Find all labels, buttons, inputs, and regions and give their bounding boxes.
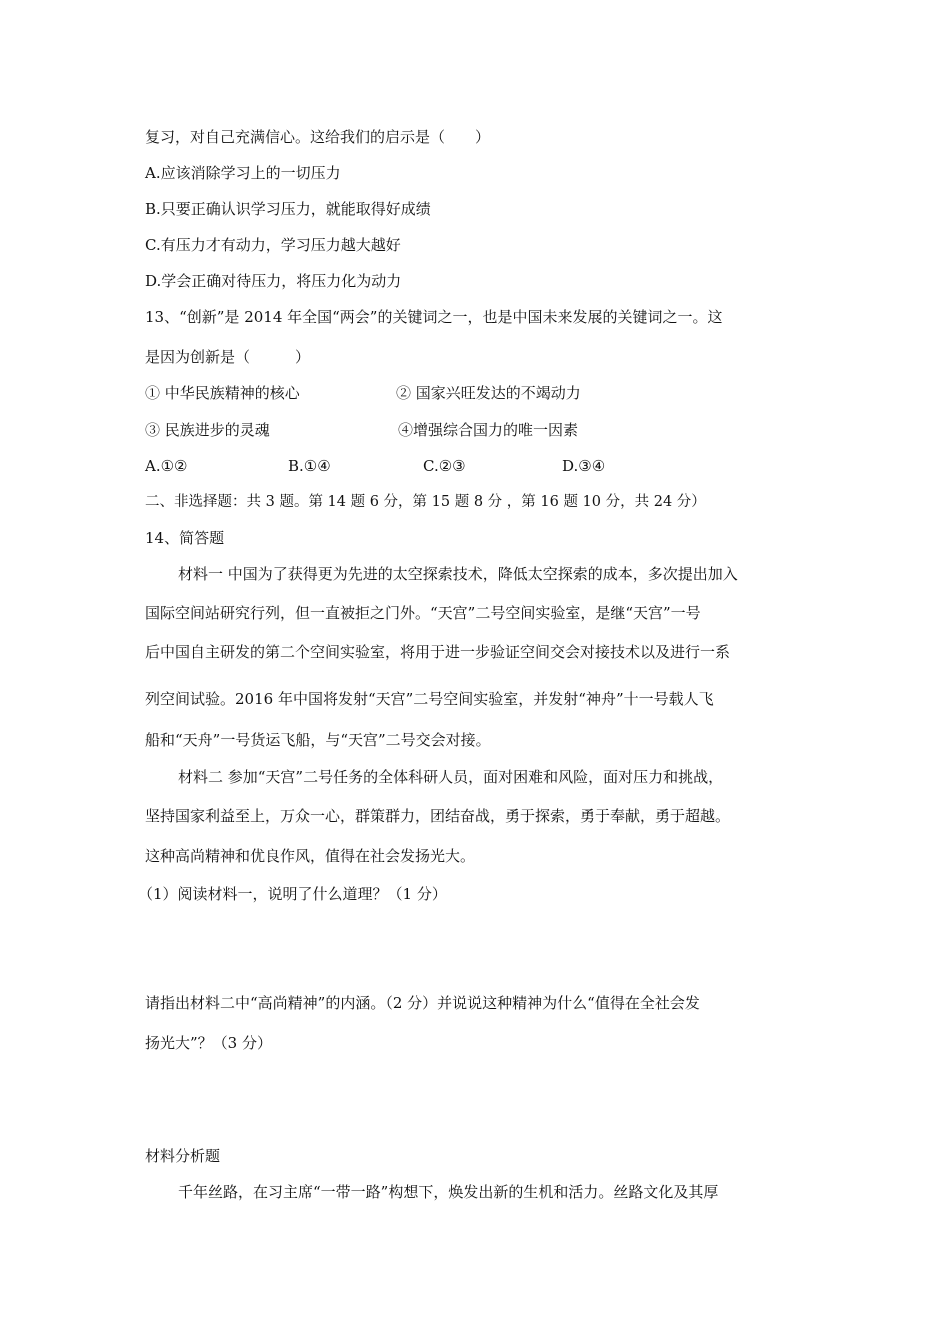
q13-choice-a: A.①② <box>145 457 188 475</box>
q14-subquestion-1: （1）阅读材料一，说明了什么道理？（1 分） <box>138 885 447 903</box>
q13-choice-d: D.③④ <box>562 457 606 475</box>
q14-material1-line3: 后中国自主研发的第二个空间实验室，将用于进一步验证空间交会对接技术以及进行一系 <box>145 643 731 661</box>
q12-option-c: C.有压力才有动力，学习压力越大越好 <box>145 236 401 254</box>
q13-stem-line2: 是因为创新是（ ） <box>145 348 311 366</box>
q13-choice-c: C.②③ <box>423 457 466 475</box>
q13-statement-1: ① 中华民族精神的核心 <box>145 384 300 402</box>
q14-material2-line3: 这种高尚精神和优良作风，值得在社会发扬光大。 <box>145 847 476 865</box>
q14-title: 14、简答题 <box>145 529 225 547</box>
q13-statement-4: ④增强综合国力的唯一因素 <box>398 421 579 439</box>
q15-title: 材料分析题 <box>145 1147 221 1165</box>
q14-material2-line1: 材料二 参加“天宫”二号任务的全体科研人员，面对困难和风险，面对压力和挑战， <box>178 768 724 786</box>
q14-material1-line5: 船和“天舟”一号货运飞船，与“天宫”二号交会对接。 <box>145 731 491 749</box>
q13-stem-line1: 13、“创新”是 2014 年全国“两会”的关键词之一，也是中国未来发展的关键词之一。这 <box>145 308 723 326</box>
q14-material1-line2: 国际空间站研究行列，但一直被拒之门外。“天宫”二号空间实验室，是继“天宫”一号 <box>145 604 701 622</box>
q12-option-d: D.学会正确对待压力，将压力化为动力 <box>145 272 402 290</box>
q13-statement-3: ③ 民族进步的灵魂 <box>145 421 270 439</box>
q12-stem-tail: 复习，对自己充满信心。这给我们的启示是（ ） <box>145 128 491 146</box>
q13-choice-b: B.①④ <box>288 457 331 475</box>
q14-material1-line1: 材料一 中国为了获得更为先进的太空探索技术，降低太空探索的成本，多次提出加入 <box>178 565 738 583</box>
q14-material1-line4: 列空间试验。2016 年中国将发射“天宫”二号空间实验室，并发射“神舟”十一号载人飞 <box>145 690 714 708</box>
q12-option-b: B.只要正确认识学习压力，就能取得好成绩 <box>145 200 431 218</box>
q12-option-a: A.应该消除学习上的一切压力 <box>145 164 341 182</box>
q14-material2-line2: 坚持国家利益至上，万众一心，群策群力，团结奋战，勇于探索，勇于奉献，勇于超越。 <box>145 807 731 825</box>
q14-subquestion-2-line2: 扬光大”？（3 分） <box>145 1034 272 1052</box>
q15-text-line1: 千年丝路，在习主席“一带一路”构想下，焕发出新的生机和活力。丝路文化及其厚 <box>178 1183 719 1201</box>
q13-statement-2: ② 国家兴旺发达的不竭动力 <box>396 384 581 402</box>
q14-subquestion-2-line1: 请指出材料二中“高尚精神”的内涵。（2 分）并说说这种精神为什么“值得在全社会发 <box>145 994 700 1012</box>
section2-heading: 二、非选择题：共 3 题。第 14 题 6 分，第 15 题 8 分 ，第 16 题 10 分，共 24 分） <box>145 494 706 510</box>
